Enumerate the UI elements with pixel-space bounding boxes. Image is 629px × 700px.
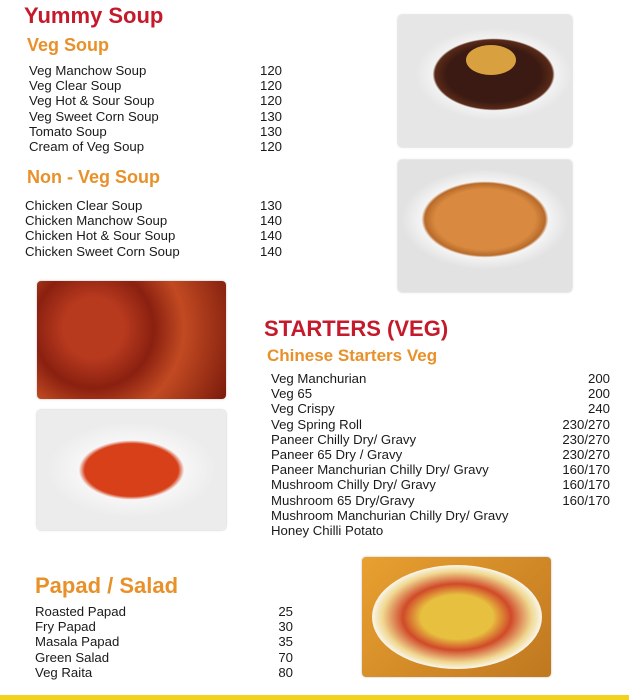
item-name: Veg Hot & Sour Soup (29, 93, 155, 109)
item-name: Veg Raita (35, 664, 93, 680)
nonveg-soup-heading: Non - Veg Soup (27, 167, 160, 187)
item-price: 240 (587, 401, 610, 417)
item-name: Honey Chilli Potato (271, 523, 384, 539)
item-name: Chicken Clear Soup (25, 198, 143, 213)
menu-item (271, 386, 610, 401)
item-name: Cream of Veg Soup (29, 139, 145, 155)
item-price: 70 (278, 649, 293, 665)
papad-title: Papad / Salad (35, 573, 179, 598)
item-name: Veg Spring Roll (271, 416, 362, 432)
item-name: Veg 65 (271, 386, 313, 402)
item-name: Veg Crispy (271, 401, 335, 417)
item-name: Mushroom Manchurian Chilly Dry/ Gravy (271, 507, 509, 523)
item-name: Paneer 65 Dry / Gravy (271, 447, 403, 463)
papad-photo (362, 557, 551, 677)
item-price: 140 (259, 213, 282, 229)
item-name: Fry Papad (35, 619, 96, 635)
veg-soup-heading: Veg Soup (27, 35, 110, 55)
item-price: 120 (259, 93, 282, 109)
item-name: Veg Manchurian (271, 371, 367, 386)
item-name: Chicken Sweet Corn Soup (25, 243, 180, 259)
item-name: Chicken Manchow Soup (25, 213, 168, 229)
item-price: 200 (587, 371, 610, 386)
soup-title: Yummy Soup (24, 3, 164, 28)
item-name: Masala Papad (35, 634, 120, 650)
starters-title: STARTERS (VEG) (264, 316, 449, 341)
item-price: 230/270 (562, 431, 610, 447)
item-price: 80 (278, 664, 293, 680)
menu-item (35, 619, 293, 634)
menu-item (29, 93, 282, 108)
item-price: 160/170 (562, 492, 610, 508)
menu-item (29, 139, 282, 154)
item-price: 130 (259, 123, 282, 139)
menu-item (29, 63, 282, 78)
menu-item (35, 634, 293, 649)
menu-item (271, 432, 610, 447)
item-price: 30 (278, 619, 293, 635)
item-price: 25 (278, 604, 293, 619)
papad-list (35, 604, 293, 680)
noodle-topping (466, 45, 516, 75)
item-price: 230/270 (562, 447, 610, 463)
starters-heading: Chinese Starters Veg (267, 346, 438, 365)
menu-item (25, 213, 282, 228)
item-name: Green Salad (35, 649, 110, 665)
menu-item (271, 493, 610, 508)
veg-soup-list (29, 63, 282, 154)
item-name: Mushroom Chilly Dry/ Gravy (271, 477, 436, 493)
item-price: 160/170 (562, 477, 610, 493)
item-price: 140 (259, 228, 282, 244)
menu-item (271, 477, 610, 492)
starters-list (271, 371, 610, 538)
menu-item (25, 244, 282, 259)
menu-item (271, 462, 610, 477)
menu-item (29, 109, 282, 124)
item-price: 120 (259, 78, 282, 94)
menu-item (271, 523, 610, 538)
item-price: 200 (587, 386, 610, 402)
menu-item (25, 228, 282, 243)
item-price: 35 (278, 634, 293, 650)
starter-photo-1 (37, 281, 226, 399)
menu-item (271, 447, 610, 462)
item-name: Veg Clear Soup (29, 78, 122, 94)
menu-item (271, 371, 610, 386)
item-name: Veg Manchow Soup (29, 63, 147, 78)
item-price: 130 (259, 198, 282, 213)
veg-soup-photo (398, 15, 572, 147)
papad-plate (372, 565, 542, 669)
nonveg-soup-photo (398, 160, 572, 292)
menu-item (35, 650, 293, 665)
menu-item (271, 401, 610, 416)
item-name: Chicken Hot & Sour Soup (25, 228, 176, 244)
nonveg-soup-list (25, 198, 282, 259)
menu-item (271, 508, 610, 523)
menu-item (29, 124, 282, 139)
menu-item (35, 665, 293, 680)
item-price: 140 (259, 243, 282, 259)
starter-photo-2 (37, 410, 226, 530)
item-name: Paneer Chilly Dry/ Gravy (271, 431, 417, 447)
menu-item (271, 417, 610, 432)
item-price: 230/270 (562, 416, 610, 432)
menu-item (35, 604, 293, 619)
item-name: Veg Sweet Corn Soup (29, 108, 159, 124)
menu-item (25, 198, 282, 213)
item-price: 160/170 (562, 462, 610, 478)
item-name: Mushroom 65 Dry/Gravy (271, 492, 415, 508)
item-name: Roasted Papad (35, 604, 126, 619)
item-name: Tomato Soup (29, 123, 107, 139)
item-price: 120 (259, 63, 282, 78)
item-name: Paneer Manchurian Chilly Dry/ Gravy (271, 462, 489, 478)
item-price: 120 (259, 139, 282, 155)
bottom-border (0, 695, 629, 700)
menu-item (29, 78, 282, 93)
item-price: 130 (259, 108, 282, 124)
